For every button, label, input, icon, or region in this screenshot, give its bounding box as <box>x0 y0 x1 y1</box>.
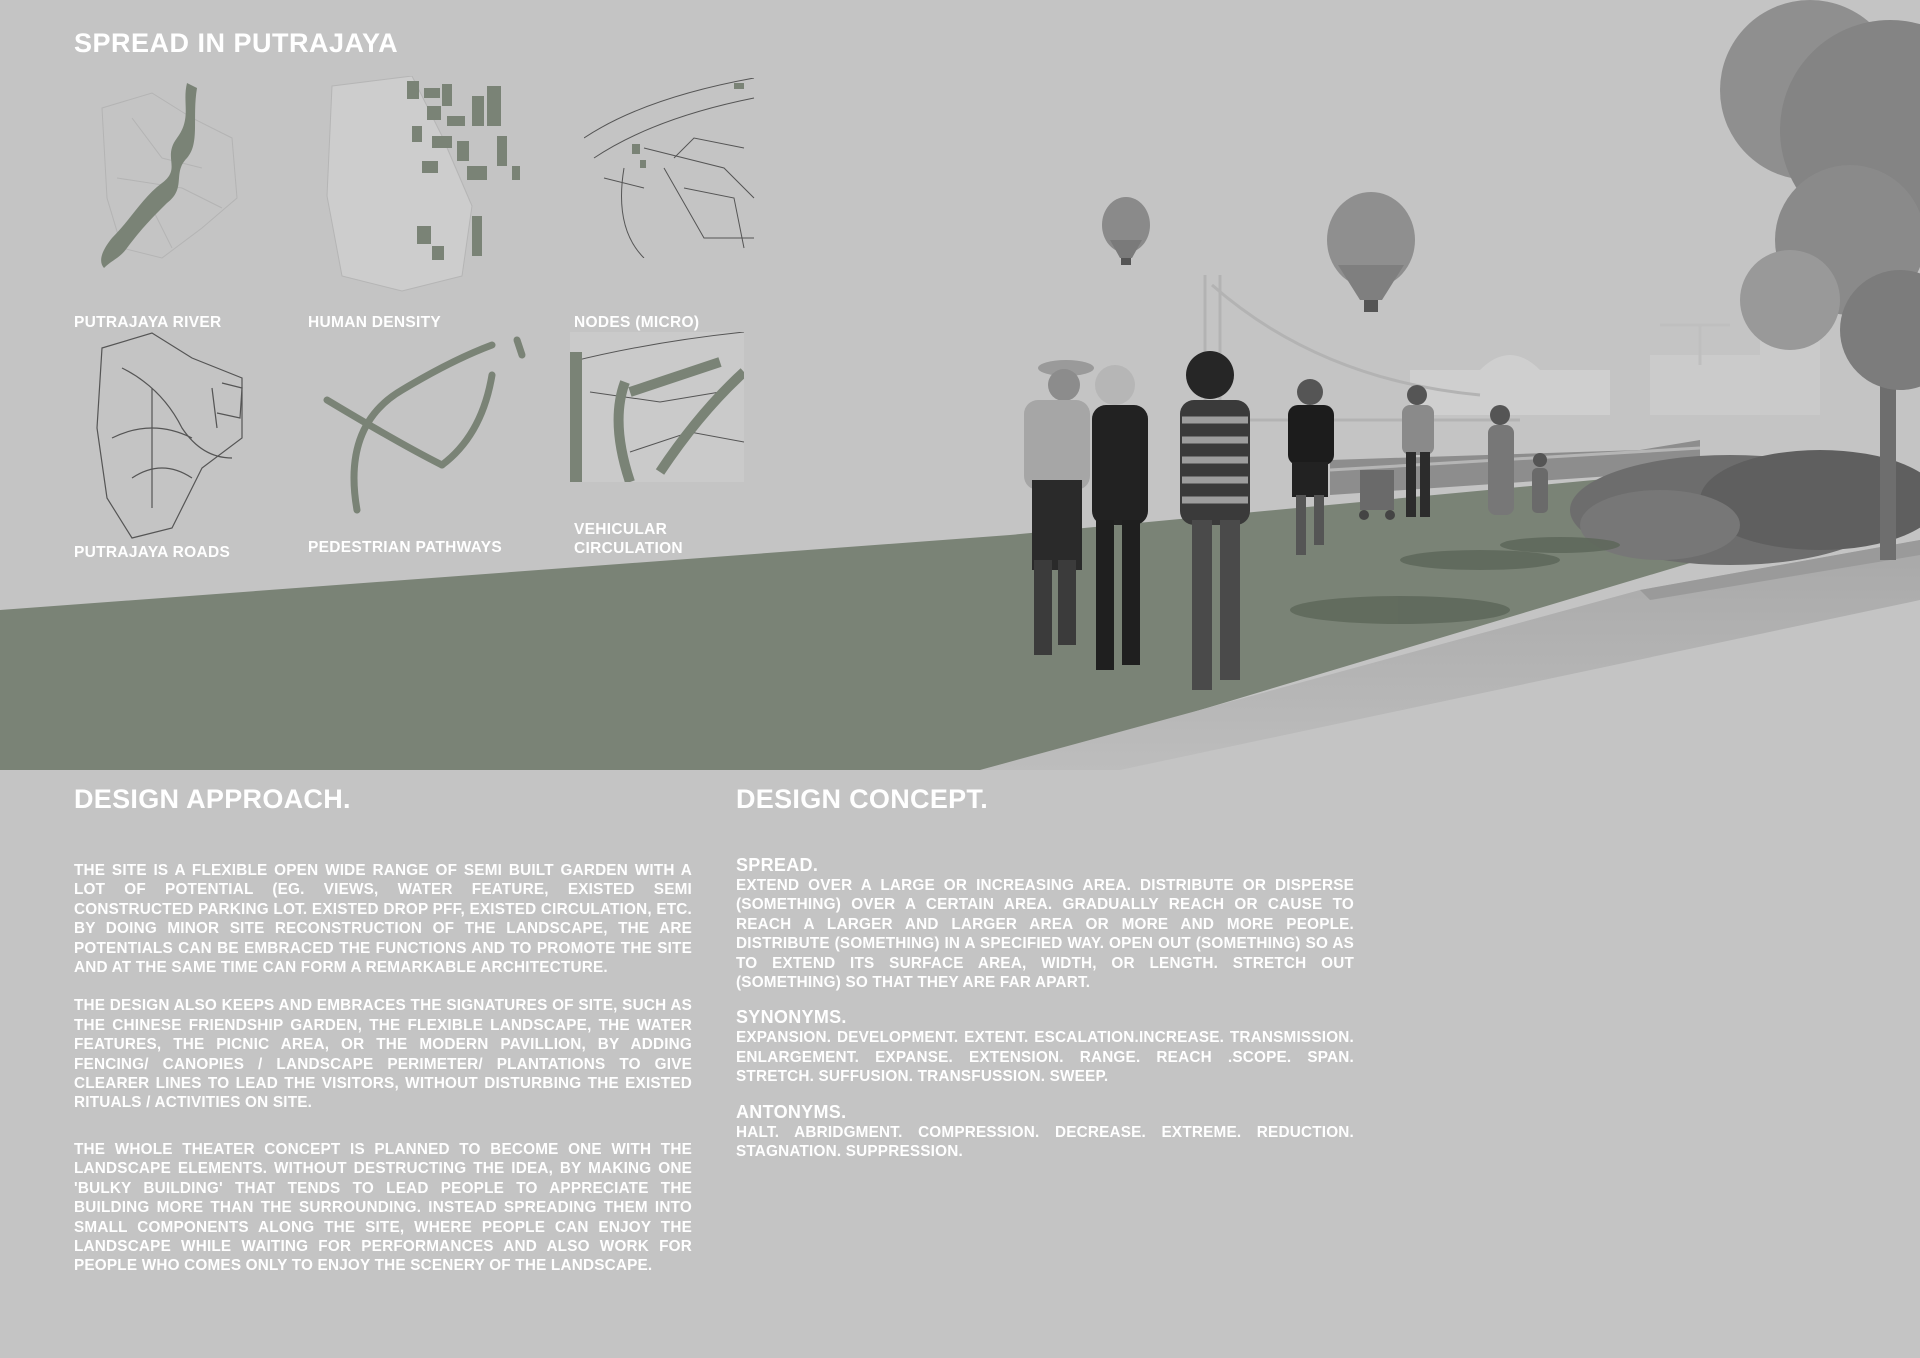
design-approach-body <box>74 861 692 1276</box>
map-label-putrajaya-river: PUTRAJAYA RIVER <box>74 314 222 331</box>
map-label-vehicular-circulation: VEHICULAR CIRCULATION <box>574 521 683 557</box>
antonyms-list: HALT. ABRIDGMENT. COMPRESSION. DECREASE. EXTREME. REDUCTION. STAGNATION. SUPPRESSION. <box>736 1123 1354 1161</box>
spread-subheading: SPREAD. <box>736 855 819 875</box>
page-title: SPREAD IN PUTRAJAYA <box>74 28 399 58</box>
antonyms-subheading: ANTONYMS. <box>736 1101 847 1122</box>
pedestrian-pathways-map <box>322 335 530 515</box>
map-label-putrajaya-roads: PUTRAJAYA ROADS <box>74 544 231 561</box>
design-approach-paragraph-2: THE DESIGN ALSO KEEPS AND EMBRACES THE SIGNATURES OF SITE, SUCH AS THE CHINESE FRIENDSHIP GARDEN, THE FLEXIBLE LANDSCAPE, THE WATER FEATURES, THE PICNIC AREA, OR THE MODERN PAVILLION, BY ADDING FENCING/ CANOPIES / LANDSCAPE PERIMETER/ PLANTATIONS TO GIVE CLEARER LINES TO LEAD THE VISITORS, WITHOUT DISTURBING THE EXISTED RITUALS / ACTIVITIES ON SITE. <box>74 997 692 1112</box>
synonyms-subheading: SYNONYMS. <box>736 1007 847 1028</box>
design-concept-body <box>736 855 1354 1161</box>
map-label-human-density: HUMAN DENSITY <box>308 314 442 331</box>
map-label-nodes-micro: NODES (MICRO) <box>574 314 700 331</box>
hot-air-balloon-large <box>1327 192 1415 312</box>
design-approach-paragraph-3: THE WHOLE THEATER CONCEPT IS PLANNED TO BECOME ONE WITH THE LANDSCAPE ELEMENTS. WITHOUT DESTRUCTING THE IDEA, BY MAKING ONE 'BULKY BUILDING' THAT TENDS TO LEAD PEOPLE TO APPRECIATE THE BUILDING MORE THAN THE SURROUNDING. INSTEAD SPREADING THEM INTO SMALL COMPONENTS ALONG THE SITE, WHERE PEOPLE CAN ENJOY THE LANDSCAPE WHILE WAITING FOR PERFORMANCES AND ALSO WORK FOR PEOPLE WHO COMES ONLY TO ENJOY THE SCENERY OF THE LANDSCAPE. <box>74 1140 692 1275</box>
human-density-map <box>322 76 530 296</box>
design-approach-heading: DESIGN APPROACH. <box>74 784 351 814</box>
spread-definition: EXTEND OVER A LARGE OR INCREASING AREA. DISTRIBUTE OR DISPERSE (SOMETHING) OVER A CERTAIN AREA. GRADUALLY REACH OR CAUSE TO REACH A LARGER AND LARGER AREA OR MORE AND MORE PEOPLE. DISTRIBUTE (SOMETHING) IN A SPECIFIED WAY. OPEN OUT (SOMETHING) SO AS TO EXTEND ITS SURFACE AREA, WIDTH, OR LENGTH. STRETCH OUT (SOMETHING) SO THAT THEY ARE FAR APART. <box>736 877 1354 992</box>
putrajaya-roads-map <box>92 328 246 543</box>
hot-air-balloon-small <box>1102 197 1150 265</box>
nodes-micro-map <box>584 78 758 258</box>
design-concept-heading: DESIGN CONCEPT. <box>736 784 989 814</box>
putrajaya-river-map <box>92 78 242 273</box>
vehicular-circulation-map <box>570 332 744 482</box>
map-label-pedestrian-pathways: PEDESTRIAN PATHWAYS <box>308 539 503 556</box>
design-approach-paragraph-1: THE SITE IS A FLEXIBLE OPEN WIDE RANGE OF SEMI BUILT GARDEN WITH A LOT OF POTENTIAL (EG. VIEWS, WATER FEATURE, EXISTED SEMI CONSTRUCTED PARKING LOT. EXISTED DROP PFF, EXISTED CIRCULATION, ETC. BY DOING MINOR SITE RECONSTRUCTION OF THE LANDSCAPE, THE ARE POTENTIALS CAN BE EMBRACED THE FUNCTIONS AND TO PROMOTE THE SITE AND AT THE SAME TIME CAN FORM A REMARKABLE ARCHITECTURE. <box>74 862 692 977</box>
synonyms-list: EXPANSION. DEVELOPMENT. EXTENT. ESCALATION.INCREASE. TRANSMISSION. ENLARGEMENT. EXPANSE. EXTENSION. RANGE. REACH .SCOPE. SPAN. STRETCH. SUFFUSION. TRANSFUSSION. SWEEP. <box>736 1029 1354 1086</box>
